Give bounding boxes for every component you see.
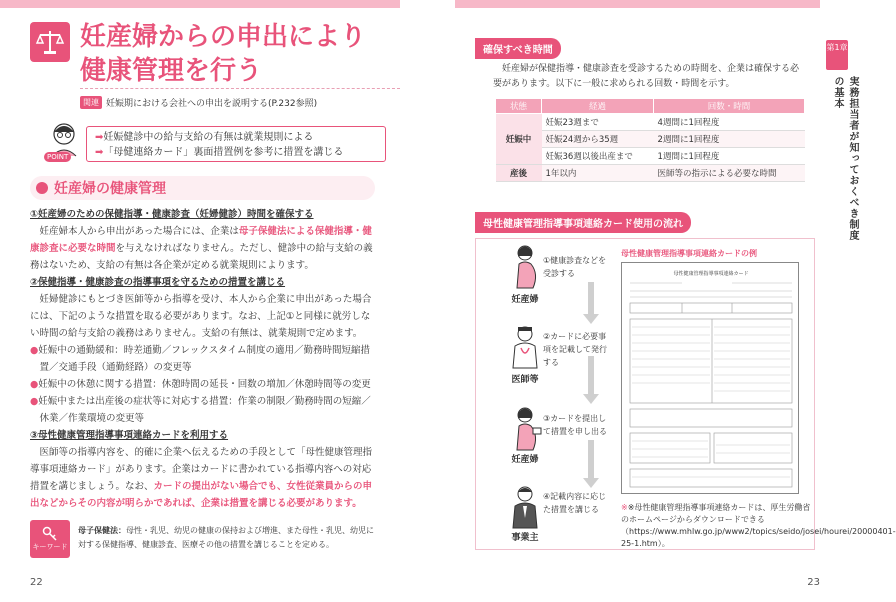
bullet-item: ●妊娠中の休憩に関する措置：休憩時間の延長・回数の増加／休憩時間等の変更 [30,379,371,390]
header-band [0,0,400,8]
point-badge: POINT [44,152,71,162]
flow-step: ①健康診査などを受診する [543,256,607,278]
table-header: 状態 [496,99,542,114]
title-divider [80,88,400,89]
page-title: 妊産婦からの申出により 健康管理を行う [80,22,367,86]
checkup-table [495,98,805,182]
chapter-tab [824,0,858,250]
section-label-flow: 母性健康管理指導事項連絡カード使用の流れ [475,212,691,233]
card-form-illustration [622,263,800,495]
pregnant-woman-icon [507,244,543,288]
key-icon [42,526,58,542]
point-list [86,126,386,162]
card-heading: 母性健康管理指導事項連絡カード [673,271,749,277]
arrow-down-icon [583,394,599,404]
keyword-badge: キーワード [30,520,70,558]
card-example-title: 母性健康管理指導事項連絡カードの例 [621,249,757,258]
flow-step: ④記載内容に応じた措置を講じる [543,492,607,514]
arrow-down-icon [583,478,599,488]
section-label-time: 確保すべき時間 [475,38,561,59]
intro-text: 妊産婦が保健指導・健康診査を受診するための時間を、企業は確保する必要があります。以下に一般に求められる回数・時間を示す。 [493,64,800,89]
flow-line [588,440,594,480]
bullet-item: ●妊娠中または出産後の症状等に対応する措置：作業の制限／勤務時間の短縮／休業／作業環境の変更等 [30,396,371,424]
card-download-note: ※※母性健康管理指導事項連絡カードは、厚生労働省のホームページからダウンロードできる（https://www.mhlw.go.jp/www2/topics/seido/josei/hourei/20000401-25-1.htm）。 [621,503,896,548]
chapter-number: 第1章 [826,40,848,70]
related-text: 妊娠期における会社への申出を説明する(P.232参照) [106,99,318,109]
flow-person-label: 妊産婦 [511,455,539,465]
subheading-3: ③母性健康管理指導事項連絡カードを利用する [30,430,229,441]
flow-line [588,282,594,316]
point-box [40,118,400,166]
scale-icon [30,22,70,62]
bullet-item: ●妊娠中の通勤緩和：時差通勤／フレックスタイム制度の適用／勤務時間短縮措置／交通手段（通勤経路）の変更等 [30,345,371,373]
page-number: 22 [30,577,43,588]
flow-step: ②カードに必要事項を記載して発行する [543,332,607,367]
flow-person-label: 医師等 [511,375,539,385]
header-band [455,0,820,8]
card-example [621,262,799,494]
point-item: ➡「母健連絡カード」裏面措置例を参考に措置を講じる [95,147,344,158]
arrow-right-icon: ➡ [95,147,104,158]
employer-icon [507,484,543,528]
table-row: 妊娠36週以後出産まで 1週間に1回程度 [496,148,805,165]
flow-person-label: 妊産婦 [511,295,539,305]
keyword-box [30,520,375,558]
body-text [30,206,375,512]
chapter-title: 実務担当者が知っておくべき制度の基本 [832,76,858,241]
page-number: 23 [807,577,820,588]
pregnant-woman-icon [507,406,543,450]
left-page [0,0,425,602]
subheading-2: ②保健指導・健康診査の指導事項を守るための措置を講じる [30,277,286,288]
related-reference [80,96,317,109]
section-title: 妊産婦の健康管理 [30,176,375,200]
arrow-down-icon [583,314,599,324]
bullet-dot-icon [36,182,48,194]
table-header: 経過 [542,99,654,114]
table-row: 産後 1年以内 医師等の指示による必要な時間 [496,165,805,182]
right-page [425,0,896,602]
paragraph-2: 妊婦健診にもとづき医師等から指導を受け、本人から企業に申出があった場合には、下記のような措置を取る必要があります。なお、上記①と同様に就労しない時間の給与支給の義務はありません。支給の有無は、就業規則で定めます。 [30,294,372,339]
flow-person-label: 事業主 [511,533,539,543]
paragraph-3: 医師等の指導内容を、的確に企業へ伝えるための手段として「母性健康管理指導事項連絡カード」があります。企業はカードに書かれている指導内容への対応措置を講じましょう。なお、カードの提出がない場合でも、女性従業員からの申出などからその内容が明らかであれば、企業は措置を講じる必要があります。 [30,447,373,509]
paragraph-1: 妊産婦本人から申出があった場合には、企業は母子保健法による保健指導・健康診査に必要な時間を与えなければなりません。ただし、健診中の給与支給の義務はないため、支給の有無は各企業が定める就業規則によります。 [30,226,373,271]
arrow-right-icon: ➡ [95,132,104,143]
keyword-text: 母子保健法：母性・乳児、幼児の健康の保持および増進、また母性・乳児、幼児に対する保健指導、健康診査、医療その他の措置を講じることを定める。 [78,526,374,549]
point-item: ➡妊娠健診中の給与支給の有無は就業規則による [95,132,314,143]
flow-step: ③カードを提出して措置を申し出る [543,414,607,436]
table-row: 妊娠中 妊娠23週まで 4週間に1回程度 [496,114,805,131]
doctor-icon [507,324,543,368]
table-row: 妊娠24週から35週 2週間に1回程度 [496,131,805,148]
related-tag: 関連 [80,96,102,109]
subheading-1: ①妊産婦のための保健指導・健康診査（妊婦健診）時間を確保する [30,209,314,220]
table-header: 回数・時間 [654,99,805,114]
